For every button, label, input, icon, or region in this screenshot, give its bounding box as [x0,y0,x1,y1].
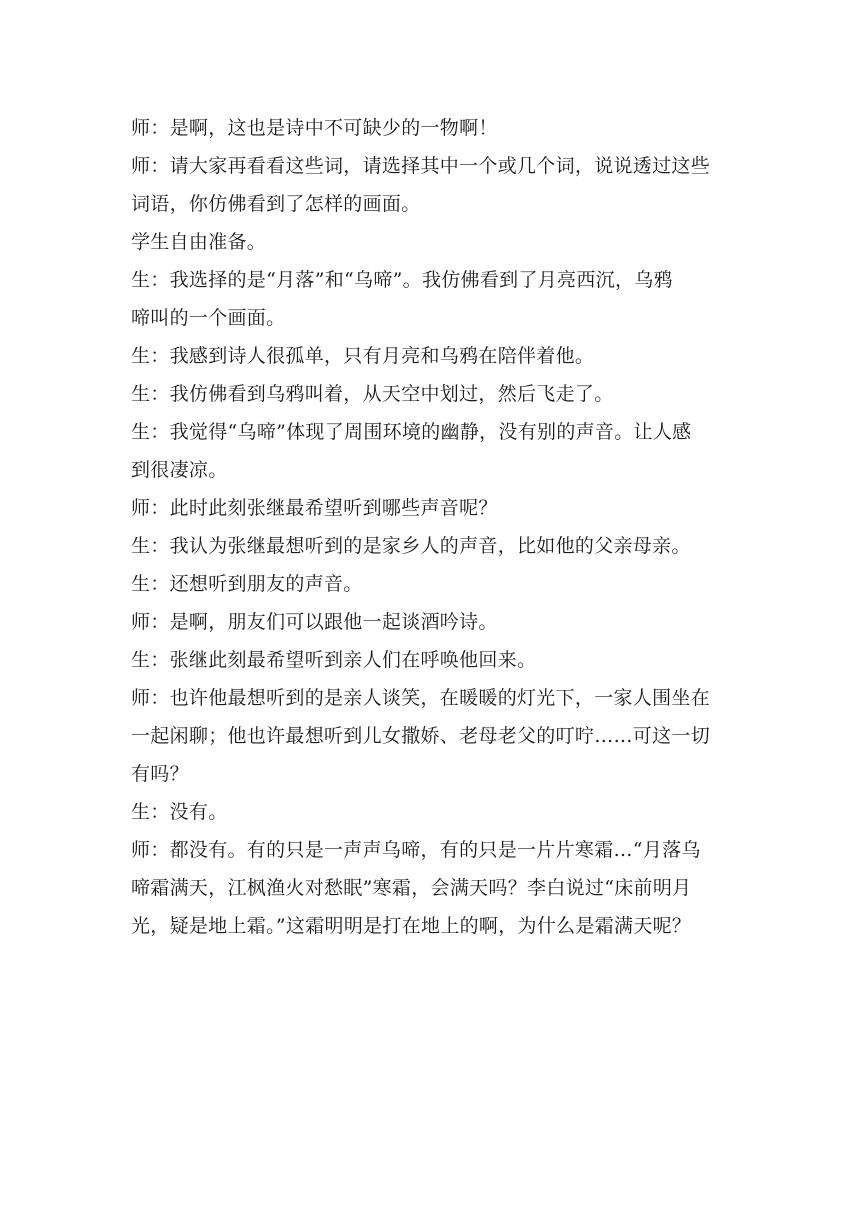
text-line: 师：都没有。有的只是一声声乌啼，有的只是一片片寒霜…“月落乌 [131,839,701,861]
text-line: 生：我觉得“乌啼”体现了周围环境的幽静，没有别的声音。让人感 [131,421,692,443]
text-line: 生：没有。 [131,801,228,823]
text-line: 生：我感到诗人很孤单，只有月亮和乌鸦在陪伴着他。 [131,345,595,367]
text-line: 师：是啊，朋友们可以跟他一起谈酒吟诗。 [131,611,498,633]
text-line: 生：张继此刻最希望听到亲人们在呼唤他回来。 [131,649,537,671]
text-line: 师：请大家再看看这些词，请选择其中一个或几个词，说说透过这些 [131,155,711,177]
text-line: 生：我认为张继最想听到的是家乡人的声音，比如他的父亲母亲。 [131,535,691,557]
document-body [131,109,731,945]
text-line: 到很凄凉。 [131,459,228,481]
text-line: 生：还想听到朋友的声音。 [131,573,363,595]
text-line: 师：也许他最想听到的是亲人谈笑，在暖暖的灯光下，一家人围坐在 [131,687,711,709]
text-line: 词语，你仿佛看到了怎样的画面。 [131,193,421,215]
text-line: 学生自由准备。 [131,231,267,253]
text-line: 师：是啊，这也是诗中不可缺少的一物啊！ [131,117,498,139]
text-line: 光，疑是地上霜。”这霜明明是打在地上的啊，为什么是霜满天呢？ [131,915,692,937]
text-line: 生：我仿佛看到乌鸦叫着，从天空中划过，然后飞走了。 [131,383,614,405]
text-line: 一起闲聊；他也许最想听到儿女撒娇、老母老父的叮咛……可这一切 [131,725,711,747]
text-line: 啼霜满天，江枫渔火对愁眠”寒霜，会满天吗？李白说过“床前明月 [131,877,692,899]
text-line: 有吗？ [131,763,189,785]
text-line: 啼叫的一个画面。 [131,307,286,329]
text-line: 生：我选择的是“月落”和“乌啼”。我仿佛看到了月亮西沉，乌鸦 [131,269,673,291]
text-line: 师：此时此刻张继最希望听到哪些声音呢？ [131,497,498,519]
